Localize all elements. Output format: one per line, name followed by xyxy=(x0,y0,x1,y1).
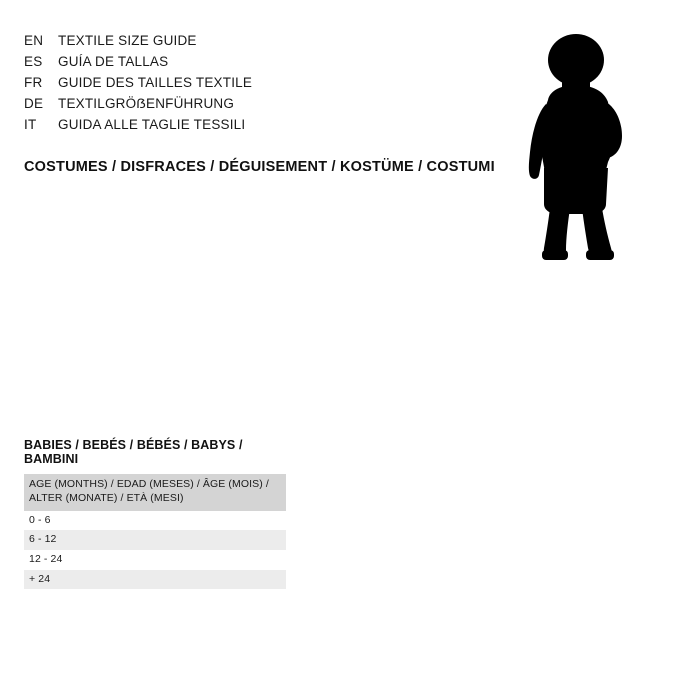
size-table-cell-age-3: + 24 xyxy=(24,570,286,590)
size-table-cell-age-2: 12 - 24 xyxy=(24,550,286,570)
language-code-it: IT xyxy=(24,117,37,132)
language-list xyxy=(24,33,454,138)
language-row-it xyxy=(24,117,454,138)
language-code-de: DE xyxy=(24,96,44,111)
language-code-fr: FR xyxy=(24,75,43,90)
table-row xyxy=(24,570,286,590)
language-code-en: EN xyxy=(24,33,44,48)
size-table xyxy=(24,474,286,589)
language-text-de: TEXTILGRÖẞENFÜHRUNG xyxy=(58,96,235,111)
size-table-header-row xyxy=(24,474,286,511)
table-row xyxy=(24,550,286,570)
table-row xyxy=(24,530,286,550)
size-table-title: BABIES / BEBÉS / BÉBÉS / BABYS / BAMBINI xyxy=(24,438,243,466)
size-table-section xyxy=(24,438,286,589)
category-line: COSTUMES / DISFRACES / DÉGUISEMENT / KOSTÜME / COSTUMI xyxy=(24,159,495,175)
language-text-en: TEXTILE SIZE GUIDE xyxy=(58,33,197,48)
language-row-fr xyxy=(24,75,454,96)
language-row-en xyxy=(24,33,454,54)
size-table-header-age: AGE (MONTHS) / EDAD (MESES) / ÂGE (MOIS) / ALTER (MONATE) / ETÀ (MESI) xyxy=(24,474,286,511)
language-row-de xyxy=(24,96,454,117)
language-row-es xyxy=(24,54,454,75)
size-table-cell-age-1: 6 - 12 xyxy=(24,530,286,550)
language-text-fr: GUIDE DES TAILLES TEXTILE xyxy=(58,75,253,90)
language-text-it: GUIDA ALLE TAGLIE TESSILI xyxy=(58,117,246,132)
language-code-es: ES xyxy=(24,54,43,69)
toddler-silhouette-icon xyxy=(500,28,650,263)
table-row xyxy=(24,511,286,531)
size-table-cell-age-0: 0 - 6 xyxy=(24,511,286,531)
language-text-es: GUÍA DE TALLAS xyxy=(58,54,169,69)
